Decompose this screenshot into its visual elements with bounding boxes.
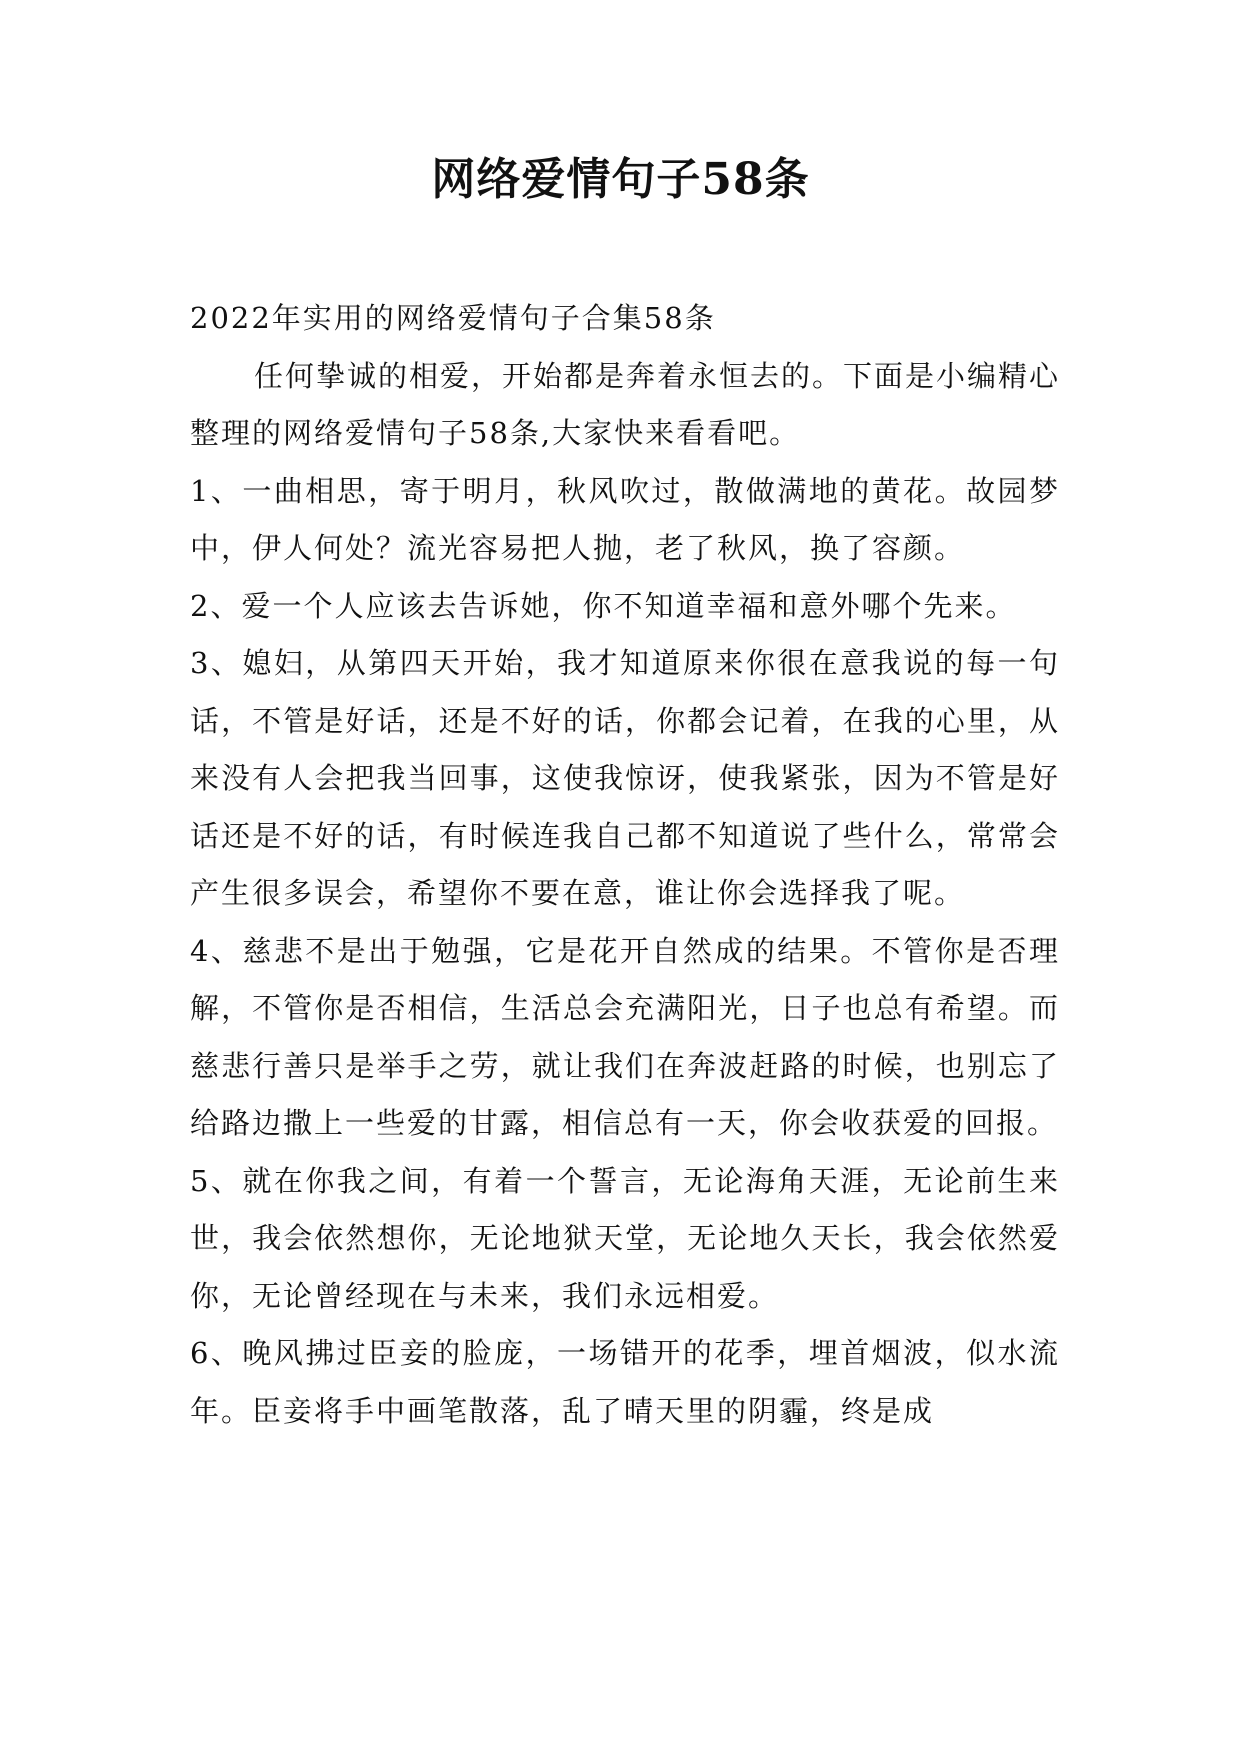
document-subtitle: 2022年实用的网络爱情句子合集58条 [190, 301, 716, 335]
list-item: 2、爱一个人应该去告诉她，你不知道幸福和意外哪个先来。 [190, 588, 1017, 623]
document-body [190, 290, 1060, 1440]
list-item: 3、媳妇，从第四天开始，我才知道原来你很在意我说的每一句话，不管是好话，还是不好的话，你都会记着，在我的心里，从来没有人会把我当回事，这使我惊讶，使我紧张，因为不管是好话还是不好的话，有时候连我自己都不知道说了些什么，常常会产生很多误会，希望你不要在意，谁让你会选择我了呢。 [190, 646, 1060, 910]
document-title: 网络爱情句子58条 [431, 154, 810, 205]
list-item: 4、慈悲不是出于勉强，它是花开自然成的结果。不管你是否理解，不管你是否相信，生活总会充满阳光，日子也总有希望。而慈悲行善只是举手之劳，就让我们在奔波赶路的时候，也别忘了给路边撒上一些爱的甘露，相信总有一天，你会收获爱的回报。 [190, 933, 1060, 1140]
list-item: 1、一曲相思，寄于明月，秋风吹过，散做满地的黄花。故园梦中，伊人何处？流光容易把人抛，老了秋风，换了容颜。 [190, 473, 1060, 565]
list-item: 6、晚风拂过臣妾的脸庞，一场错开的花季，埋首烟波，似水流年。臣妾将手中画笔散落，乱了晴天里的阴霾，终是成 [190, 1336, 1060, 1428]
list-item: 5、就在你我之间，有着一个誓言，无论海角天涯，无论前生来世，我会依然想你，无论地狱天堂，无论地久天长，我会依然爱你，无论曾经现在与未来，我们永远相爱。 [190, 1163, 1060, 1313]
intro-paragraph: 任何挚诚的相爱，开始都是奔着永恒去的。下面是小编精心整理的网络爱情句子58条,大家快来看看吧。 [190, 358, 1061, 450]
